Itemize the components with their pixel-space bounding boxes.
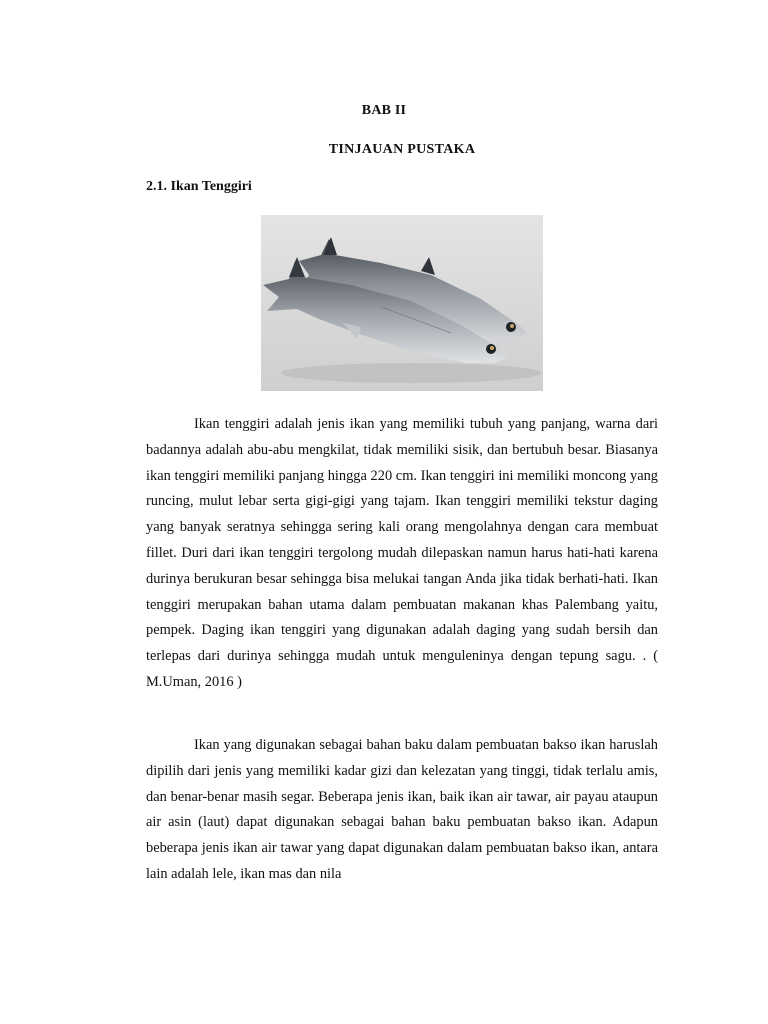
mackerel-fish-photo-icon bbox=[261, 215, 543, 391]
paragraph-ikan-tenggiri: Ikan tenggiri adalah jenis ikan yang memiliki tubuh yang panjang, warna dari badannya adalah abu-abu mengkilat, tidak memiliki sisik, dan bertubuh besar. Biasanya ikan tenggiri memiliki panjang hingga 220 cm. Ikan tenggiri ini memiliki moncong yang runcing, mulut lebar serta gigi-gigi yang tajam. Ikan tenggiri memiliki tekstur daging yang banyak seratnya sehingga sering kali orang mengolahnya dengan cara membuat fillet. Duri dari ikan tenggiri tergolong mudah dilepaskan namun harus hati-hati karena durinya berukuran besar sehingga bisa melukai tangan Anda jika tidak berhati-hati. Ikan tenggiri merupakan bahan utama dalam pembuatan makanan khas Palembang yaitu, pempek. Daging ikan tenggiri yang digunakan adalah daging yang sudah bersih dan terlepas dari durinya sehingga mudah untuk menguleninya dengan tepung sagu. . ( M.Uman, 2016 ) bbox=[146, 416, 658, 690]
section-heading: 2.1. Ikan Tenggiri bbox=[146, 179, 252, 194]
chapter-number: BAB II bbox=[361, 103, 407, 118]
paragraph-bahan-baku-bakso: Ikan yang digunakan sebagai bahan baku dalam pembuatan bakso ikan haruslah dipilih dari jenis yang memiliki kadar gizi dan kelezatan yang tinggi, tidak terlalu amis, dan benar-benar masih segar. Beberapa jenis ikan, baik ikan air tawar, air payau ataupun air asin (laut) dapat digunakan sebagai bahan baku pembuatan bakso ikan. Adapun beberapa jenis ikan air tawar yang dapat digunakan dalam pembuatan bakso ikan, antara lain adalah lele, ikan mas dan nila bbox=[146, 737, 658, 882]
chapter-title: TINJAUAN PUSTAKA bbox=[328, 142, 476, 157]
mackerel-fish-photo bbox=[261, 215, 543, 391]
